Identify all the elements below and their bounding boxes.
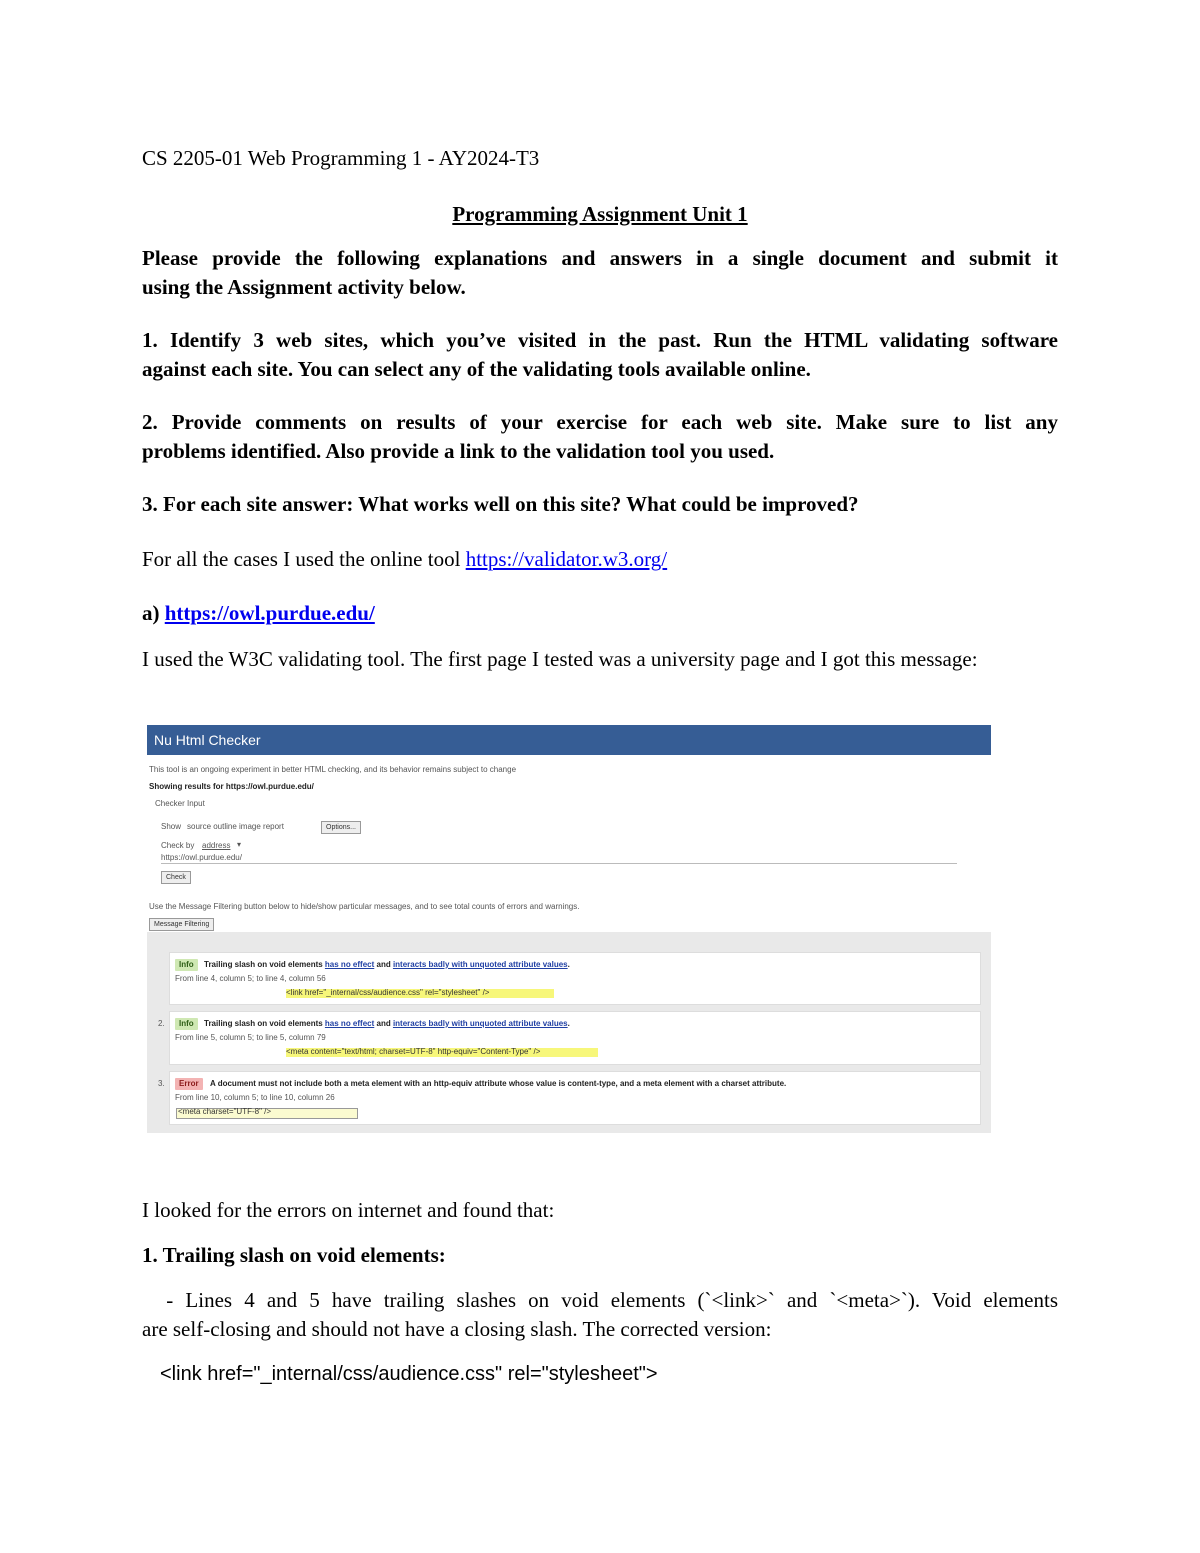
message-code: <link href="_internal/css/audience.css" rel="stylesheet" /> <box>286 988 490 997</box>
messages-panel <box>147 932 991 1133</box>
message-text-part: and <box>374 960 393 969</box>
tool-sentence-text: For all the cases I used the online tool <box>142 547 466 571</box>
tool-sentence <box>142 545 667 573</box>
message-location: From line 5, column 5; to line 5, column 79 <box>175 1033 326 1042</box>
info-badge: Info <box>175 1018 198 1030</box>
message-text-part: and <box>374 1019 393 1028</box>
check-by-select[interactable]: address <box>202 841 231 850</box>
address-input[interactable] <box>161 853 957 864</box>
intro-line-1: Please provide the following explanations and answers in a single document and submit it <box>142 246 1058 270</box>
message-number: 2. <box>158 1019 165 1028</box>
message-filtering-button[interactable]: Message Filtering <box>149 918 214 931</box>
message-location: From line 10, column 5; to line 10, column 26 <box>175 1093 335 1102</box>
site-a-heading <box>142 599 375 627</box>
question-1-line-2: against each site. You can select any of the validating tools available online. <box>142 357 811 381</box>
course-line: CS 2205-01 Web Programming 1 - AY2024-T3 <box>142 146 540 170</box>
message-item <box>158 1011 981 1065</box>
page-title: Programming Assignment Unit 1 <box>452 202 748 226</box>
check-button[interactable]: Check <box>161 871 191 884</box>
filter-note: Use the Message Filtering button below to hide/show particular messages, and to see total counts of errors and warnings. <box>149 902 580 911</box>
site-a-prefix: a) <box>142 601 165 625</box>
chevron-down-icon: ▾ <box>237 840 242 849</box>
options-button[interactable]: Options... <box>321 821 361 834</box>
message-text-part: . <box>567 1019 570 1028</box>
info-badge: Info <box>175 959 198 971</box>
section-heading-trailing-slash: 1. Trailing slash on void elements: <box>142 1243 446 1267</box>
bullet-line-1: - Lines 4 and 5 have trailing slashes on void elements (`<link>` and `<meta>`). Void elements <box>142 1288 1058 1312</box>
intro-line-2: using the Assignment activity below. <box>142 275 466 299</box>
tagline: This tool is an ongoing experiment in better HTML checking, and its behavior remains subject to change <box>149 765 517 774</box>
question-2-line-2: problems identified. Also provide a link to the validation tool you used. <box>142 439 775 463</box>
error-badge: Error <box>175 1078 203 1090</box>
message-link[interactable]: interacts badly with unquoted attribute values <box>392 960 568 969</box>
message-item <box>158 1071 981 1125</box>
message-text <box>204 960 570 969</box>
message-text-part: . <box>567 960 570 969</box>
message-text-part: Trailing slash on void elements <box>204 960 325 969</box>
address-input-value: https://owl.purdue.edu/ <box>161 853 242 862</box>
validator-screenshot <box>147 725 991 1133</box>
looked-sentence: I looked for the errors on internet and found that: <box>142 1198 555 1222</box>
message-code: <meta content="text/html; charset=UTF-8" http-equiv="Content-Type" /> <box>286 1047 541 1056</box>
used-sentence: I used the W3C validating tool. The first page I tested was a university page and I got this message: <box>142 647 978 671</box>
app-title-bar: Nu Html Checker <box>147 725 991 755</box>
question-1-line-1: 1. Identify 3 web sites, which you’ve visited in the past. Run the HTML validating software <box>142 328 1058 352</box>
message-number: 3. <box>158 1079 165 1088</box>
validator-link[interactable]: https://validator.w3.org/ <box>465 547 668 571</box>
question-3: 3. For each site answer: What works well on this site? What could be improved? <box>142 492 859 516</box>
question-2-line-1: 2. Provide comments on results of your exercise for each web site. Make sure to list any <box>142 410 1058 434</box>
message-text: A document must not include both a meta element with an http-equiv attribute whose value is content-type, and a meta element with a charset attribute. <box>210 1079 787 1088</box>
message-location: From line 4, column 5; to line 4, column 56 <box>175 974 326 983</box>
check-by-label: Check by <box>161 841 195 850</box>
show-label: Show <box>161 822 182 831</box>
site-a-link[interactable]: https://owl.purdue.edu/ <box>164 601 375 625</box>
message-item <box>169 952 981 1005</box>
message-code: <meta charset="UTF-8" /> <box>178 1107 272 1116</box>
message-link[interactable]: interacts badly with unquoted attribute values <box>392 1019 568 1028</box>
show-options: source outline image report <box>187 822 284 831</box>
message-text-part: Trailing slash on void elements <box>204 1019 325 1028</box>
checker-input-label: Checker Input <box>155 799 205 808</box>
message-text <box>204 1019 570 1028</box>
showing-results: Showing results for https://owl.purdue.edu/ <box>149 782 314 791</box>
code-example: <link href="_internal/css/audience.css" rel="stylesheet"> <box>160 1363 658 1385</box>
message-link[interactable]: has no effect <box>324 960 375 969</box>
bullet-line-2: are self-closing and should not have a closing slash. The corrected version: <box>142 1317 772 1341</box>
message-link[interactable]: has no effect <box>324 1019 375 1028</box>
